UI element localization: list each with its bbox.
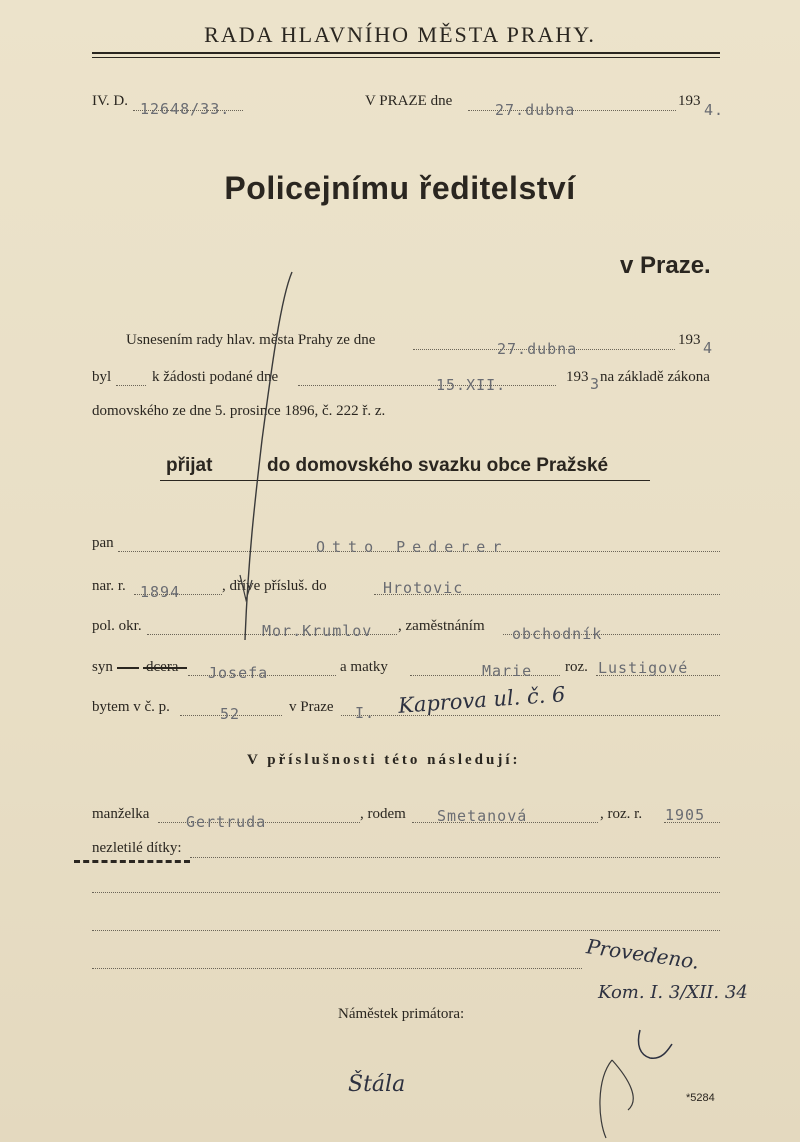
law-label: na základě zákona [600, 369, 710, 385]
street-handwritten: Kaprova ul. č. 6 [397, 682, 567, 718]
wife-name: Gertruda [186, 813, 267, 831]
pencil-vertical-stroke [245, 272, 292, 640]
father-name: Josefa [208, 664, 269, 682]
request-year-digit: 3 [590, 375, 601, 393]
law-reference: domovského ze dne 5. prosince 1896, č. 222 ř. z. [92, 403, 386, 419]
deputy-signature: Štála [348, 1072, 406, 1097]
wife-born-label: , rodem [360, 806, 406, 822]
occupation-label: , zaměstnáním [398, 618, 485, 634]
request-label: k žádosti podané dne [152, 369, 279, 385]
pencil-check-mark [240, 575, 252, 600]
resolution-line1: Usnesením rady hlav. města Prahy ze dne [126, 332, 376, 348]
pencil-loop-mark [600, 1060, 633, 1138]
done-ref-handwritten: Kom. I. 3/XII. 34 [598, 982, 748, 1003]
done-handwritten: Provedeno. [584, 934, 701, 974]
deputy-label: Náměstek primátora: [338, 1006, 465, 1022]
accepted-association: do domovského svazku obce Pražské [267, 455, 609, 476]
born-label: nar. r. [92, 578, 126, 594]
ref-label: IV. D. [92, 93, 128, 109]
pan-label: pan [92, 535, 114, 551]
wife-year-label: , roz. r. [600, 806, 643, 822]
addressee-city: v Praze. [620, 252, 711, 279]
place-date-label: V PRAZE dne [365, 93, 453, 109]
request-date: 15.XII. [436, 376, 507, 394]
form-number: *5284 [686, 1092, 715, 1104]
year-prefix: 193 [678, 93, 701, 109]
children-label: nezletilé dítky: [92, 840, 182, 856]
initials-mark [638, 1030, 672, 1058]
mother-name: Marie [482, 662, 533, 680]
wife-born-value: Smetanová [437, 807, 528, 825]
request-year: 193 [566, 369, 589, 385]
mother-label: a matky [340, 659, 388, 675]
accepted-label: přijat [166, 455, 213, 476]
house-number: 52 [220, 705, 241, 723]
daughter-label: dcera [146, 659, 179, 675]
byl-label: byl [92, 369, 112, 385]
dependents-heading: V příslušnosti této následují: [247, 752, 521, 768]
resolution-year: 193 [678, 332, 701, 348]
wife-year-value: 1905 [665, 806, 706, 824]
formerly-place: Hrotovic [383, 579, 464, 597]
district-number: I. [355, 704, 376, 722]
year-digit: 4. [704, 101, 725, 119]
address-label: bytem v č. p. [92, 699, 170, 715]
district-label: pol. okr. [92, 618, 142, 634]
resolution-date: 27.dubna [497, 340, 578, 358]
person-name: Otto Pederer [316, 538, 509, 556]
date-value: 27.dubna [495, 101, 576, 119]
born-year: 1894 [140, 583, 181, 601]
son-label: syn [92, 659, 113, 675]
council-header: RADA HLAVNÍHO MĚSTA PRAHY. [204, 22, 596, 47]
wife-label: manželka [92, 806, 150, 822]
formerly-label: , dříve přísluš. do [222, 578, 327, 594]
in-prague-label: v Praze [289, 699, 334, 715]
ref-number: 12648/33. [140, 100, 231, 118]
nee-label: roz. [565, 659, 588, 675]
occupation-value: obchodník [512, 625, 603, 643]
nee-value: Lustigové [598, 659, 689, 677]
addressee-title: Policejnímu ředitelství [224, 170, 576, 206]
district-value: Mor.Krumlov [262, 622, 373, 640]
resolution-year-digit: 4 [703, 339, 714, 357]
